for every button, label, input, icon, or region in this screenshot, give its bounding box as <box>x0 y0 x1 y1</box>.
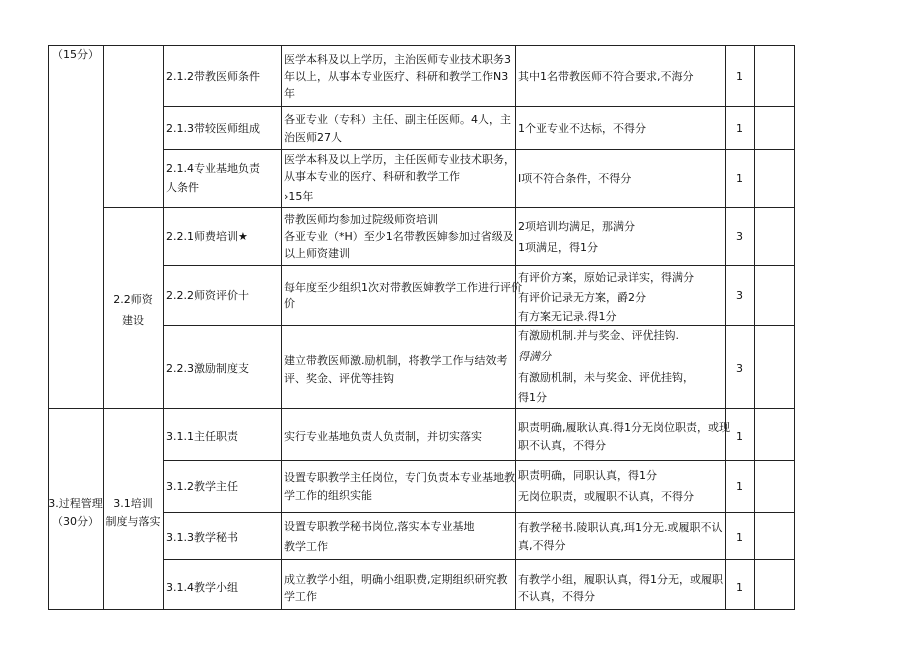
rule-col-item <box>163 45 164 610</box>
scoring-line: 有方案无记录.得1分 <box>518 310 617 323</box>
standard-line: 医学本科及以上学历，主任医师专业技术职务， <box>284 153 515 166</box>
standard-line: 每年度至少组织1次对带教医婶教学工作进行评价 <box>284 281 522 294</box>
rule-top <box>48 45 794 46</box>
standard-line: 年 <box>284 87 295 100</box>
section-3-score: （30分） <box>52 515 99 528</box>
scoring-line: 有教学秘书.陵职认真,珥1分无.或履职不认 <box>518 521 723 534</box>
item-2-1-4: 2.1.4专业基地负责 <box>166 162 260 175</box>
rule-bottom <box>48 609 794 610</box>
points-value: 1 <box>736 122 743 135</box>
scoring-line: 有评价方案，原始记录详实，得满分 <box>518 271 694 284</box>
group-3-1-title-line2: 制度与落实 <box>105 515 161 528</box>
item-2-2-2: 2.2.2师资评价十 <box>166 289 249 302</box>
points-value: 1 <box>736 172 743 185</box>
standard-line: 从事本专业的医疗、科研和教学工作 <box>284 170 460 183</box>
standard-line: 教学工作 <box>284 540 328 553</box>
rule-row-3-1-3-bottom <box>163 559 794 560</box>
points-value: 1 <box>736 581 743 594</box>
scoring-line: 职不认真，不得分 <box>518 439 606 452</box>
item-3-1-1: 3.1.1主任职责 <box>166 430 238 443</box>
scoring-line: 得满分 <box>518 350 551 363</box>
scoring-line: 职责明确，同职认真，得1分 <box>518 469 657 482</box>
scoring-line: 1个亚专业不达标，不得分 <box>518 122 646 135</box>
item-3-1-3: 3.1.3教学秘书 <box>166 531 238 544</box>
item-3-1-2: 3.1.2教学主任 <box>166 480 238 493</box>
item-2-2-3: 2.2.3激励制度支 <box>166 362 249 375</box>
standard-line: 医学本科及以上学历，主治医师专业技术职务3 <box>284 53 511 66</box>
rule-col-blank1 <box>754 45 755 610</box>
item-2-1-4-line2: 人条件 <box>166 181 199 194</box>
standard-line: 学工作的组织实能 <box>284 489 372 502</box>
standard-line: 年以上，从事本专业医疗、科研和教学工作N3 <box>284 70 509 83</box>
standard-line: 设置专职教学主任岗位，专门负责本专业基地教 <box>284 471 515 484</box>
scoring-line: 无岗位职责，或履职不认真，不得分 <box>518 490 694 503</box>
scoring-line: 真,不得分 <box>518 539 566 552</box>
points-value: 3 <box>736 230 743 243</box>
scoring-line: 有激励机制.并与奖金、评优挂钩. <box>518 329 679 342</box>
item-2-1-2: 2.1.2带教医师条件 <box>166 70 260 83</box>
section-3-title: 3.过程管理 <box>48 497 103 510</box>
item-2-2-1: 2.2.1师费培训★ <box>166 230 248 243</box>
rule-row-3-1-1-bottom <box>163 460 794 461</box>
standard-line: 治医师27人 <box>284 131 342 144</box>
rule-row-2-2-1-bottom <box>163 265 794 266</box>
scoring-line: 1项满足，得1分 <box>518 241 598 254</box>
rule-row-2-1-3-bottom <box>163 149 794 150</box>
standard-line: 实行专业基地负责人负责制，并切实落实 <box>284 430 482 443</box>
points-value: 1 <box>736 531 743 544</box>
standard-line: 各亚专业（*H）至少1名带教医婶参加过省级及 <box>284 230 514 243</box>
scoring-line: 有激励机制，未与奖金、评优挂钩， <box>518 371 694 384</box>
rule-row-3-1-2-bottom <box>163 512 794 513</box>
points-value: 1 <box>736 430 743 443</box>
group-2-2-title-line2: 建设 <box>122 314 144 327</box>
standard-line: 各亚专业（专科）主任、副主任医师。4人，主 <box>284 113 511 126</box>
group-2-2-title: 2.2师资 <box>113 293 153 306</box>
rule-row-2-1-4-bottom <box>103 207 794 208</box>
standard-line: 带教医师均参加过院级师资培训 <box>284 213 438 226</box>
rule-right <box>794 45 795 610</box>
group-3-1-title: 3.1培训 <box>113 497 153 510</box>
rule-section-2-bottom <box>48 408 794 409</box>
standard-line: ›15年 <box>284 190 314 203</box>
rule-col-scoring <box>515 45 516 610</box>
scoring-line: 得1分 <box>518 391 547 404</box>
standard-line: 评、奖金、评优等挂钩 <box>284 372 394 385</box>
standard-line: 以上师资建训 <box>284 247 350 260</box>
scoring-line: 2项培训均满足，那满分 <box>518 220 635 233</box>
scoring-line: 有教学小组，履职认真，得1分无，或履职 <box>518 573 723 586</box>
scoring-line: 不认真，不得分 <box>518 590 595 603</box>
standard-line: 建立带教医师激.励机制，将教学工作与结效考 <box>284 354 508 367</box>
scoring-line: 有评价记录无方案，爵2分 <box>518 291 646 304</box>
item-2-1-3: 2.1.3带较医师组成 <box>166 122 260 135</box>
points-value: 3 <box>736 362 743 375</box>
section-2-score: （15分） <box>52 48 99 61</box>
standard-line: 学工作 <box>284 590 317 603</box>
scoring-line: 其中1名带教医师不符合要求,不海分 <box>518 70 694 83</box>
rule-row-2-2-2-bottom <box>163 325 794 326</box>
rule-col-standard <box>281 45 282 610</box>
points-value: 3 <box>736 289 743 302</box>
scoring-line: I项不符合条件，不得分 <box>518 172 632 185</box>
item-3-1-4: 3.1.4教学小组 <box>166 581 238 594</box>
standard-line: 设置专职教学秘书岗位,落实本专业基地 <box>284 520 475 533</box>
standard-line: 价 <box>284 297 295 310</box>
points-value: 1 <box>736 70 743 83</box>
rule-row-2-1-2-bottom <box>163 106 794 107</box>
scoring-line: 职责明确,履耿认真.得1分无岗位职责，或现 <box>518 421 730 434</box>
standard-line: 成立教学小组，明确小组职费,定期组织研究教 <box>284 573 508 586</box>
points-value: 1 <box>736 480 743 493</box>
